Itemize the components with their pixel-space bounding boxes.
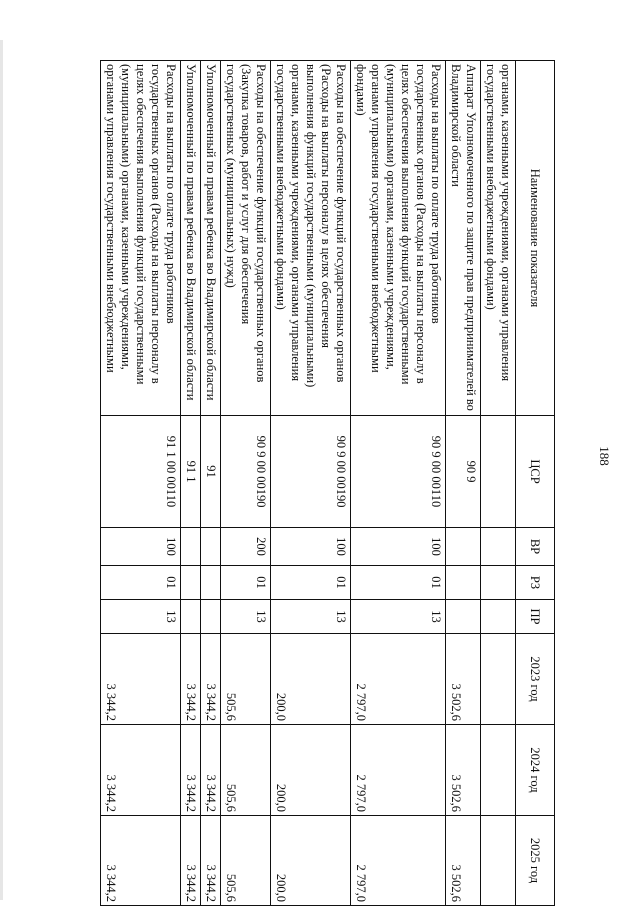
cell-y2023: 2 797,0	[351, 634, 446, 725]
cell-y2023	[481, 634, 516, 725]
header-rz: РЗ	[516, 566, 555, 600]
cell-y2024: 3 344,2	[181, 725, 201, 816]
cell-csr: 91 1 00 00110	[101, 416, 181, 528]
cell-vr	[481, 528, 516, 566]
table-row	[201, 61, 221, 906]
cell-csr: 91 1	[181, 416, 201, 528]
cell-rz	[481, 566, 516, 600]
cell-pr	[201, 600, 221, 634]
cell-y2025: 3 344,2	[101, 816, 181, 906]
cell-rz: 01	[101, 566, 181, 600]
cell-csr: 91	[201, 416, 221, 528]
table-row	[181, 61, 201, 906]
cell-y2025: 3 344,2	[201, 816, 221, 906]
cell-pr: 13	[221, 600, 271, 634]
cell-y2023: 200,0	[271, 634, 351, 725]
cell-y2023: 3 344,2	[181, 634, 201, 725]
cell-name: Расходы на выплаты по оплате труда работников государственных органов (Расходы на выплаты персоналу в целях обеспечения выполнения функций государственными (муниципальными) органами, казенными учреждениями, органами управления государственными внебюджетными фондами)	[351, 61, 446, 416]
rotated-page-content	[30, 60, 555, 905]
table-header-row	[516, 61, 555, 906]
table-row	[221, 61, 271, 906]
header-vr: ВР	[516, 528, 555, 566]
cell-y2025: 3 502,6	[446, 816, 481, 906]
scan-edge	[0, 40, 3, 900]
table-row	[446, 61, 481, 906]
cell-y2023: 3 344,2	[201, 634, 221, 725]
header-2025: 2025 год	[516, 816, 555, 906]
cell-vr	[446, 528, 481, 566]
cell-vr: 100	[271, 528, 351, 566]
cell-y2024: 3 344,2	[101, 725, 181, 816]
cell-name: Аппарат Уполномоченного по защите прав предпринимателей во Владимирской области	[446, 61, 481, 416]
cell-name: Расходы на обеспечение функций государственных органов (Закупка товаров, работ и услуг для обеспечения государственных (муниципальных) нужд)	[221, 61, 271, 416]
page-number: 188	[597, 446, 612, 466]
cell-name: Расходы на выплаты по оплате труда работников государственных органов (Расходы на выплаты персоналу в целях обеспечения выполнения функций государственными (муниципальными) органами, казенными учреждениями, органами управления государственными внебюджетными	[101, 61, 181, 416]
header-csr: ЦСР	[516, 416, 555, 528]
cell-y2024	[481, 725, 516, 816]
cell-csr	[481, 416, 516, 528]
cell-csr: 90 9	[446, 416, 481, 528]
cell-pr	[481, 600, 516, 634]
header-2024: 2024 год	[516, 725, 555, 816]
cell-name: органами, казенными учреждениями, органами управления государственными внебюджетными фондами)	[481, 61, 516, 416]
cell-pr: 13	[101, 600, 181, 634]
cell-rz	[446, 566, 481, 600]
cell-y2025: 3 344,2	[181, 816, 201, 906]
cell-y2024: 200,0	[271, 725, 351, 816]
cell-rz	[201, 566, 221, 600]
header-2023: 2023 год	[516, 634, 555, 725]
cell-pr	[446, 600, 481, 634]
cell-y2024: 2 797,0	[351, 725, 446, 816]
cell-vr: 200	[221, 528, 271, 566]
cell-csr: 90 9 00 00110	[351, 416, 446, 528]
cell-pr	[181, 600, 201, 634]
cell-rz: 01	[221, 566, 271, 600]
cell-y2024: 505,6	[221, 725, 271, 816]
cell-vr: 100	[101, 528, 181, 566]
cell-vr: 100	[351, 528, 446, 566]
cell-y2024: 3 502,6	[446, 725, 481, 816]
cell-csr: 90 9 00 00190	[271, 416, 351, 528]
table-row	[481, 61, 516, 906]
cell-rz: 01	[271, 566, 351, 600]
cell-y2024: 3 344,2	[201, 725, 221, 816]
cell-vr	[181, 528, 201, 566]
cell-name: Уполномоченный по правам ребенка во Владимирской области	[181, 61, 201, 416]
cell-y2025	[481, 816, 516, 906]
cell-rz: 01	[351, 566, 446, 600]
header-pr: ПР	[516, 600, 555, 634]
cell-name: Уполномоченный по правам ребенка во Владимирской области	[201, 61, 221, 416]
cell-y2025: 2 797,0	[351, 816, 446, 906]
budget-table	[100, 60, 555, 906]
cell-vr	[201, 528, 221, 566]
cell-y2023: 505,6	[221, 634, 271, 725]
table-row	[351, 61, 446, 906]
cell-y2025: 200,0	[271, 816, 351, 906]
cell-y2023: 3 344,2	[101, 634, 181, 725]
cell-rz	[181, 566, 201, 600]
table-row	[101, 61, 181, 906]
cell-pr: 13	[351, 600, 446, 634]
cell-y2023: 3 502,6	[446, 634, 481, 725]
cell-pr: 13	[271, 600, 351, 634]
cell-name: Расходы на обеспечение функций государственных органов (Расходы на выплаты персоналу в целях обеспечения выполнения функций государственными (муниципальными) органами, казенными учреждениями, органами управления государственными внебюджетными фондами)	[271, 61, 351, 416]
header-name: Наименование показателя	[516, 61, 555, 416]
cell-y2025: 505,6	[221, 816, 271, 906]
cell-csr: 90 9 00 00190	[221, 416, 271, 528]
table-row	[271, 61, 351, 906]
